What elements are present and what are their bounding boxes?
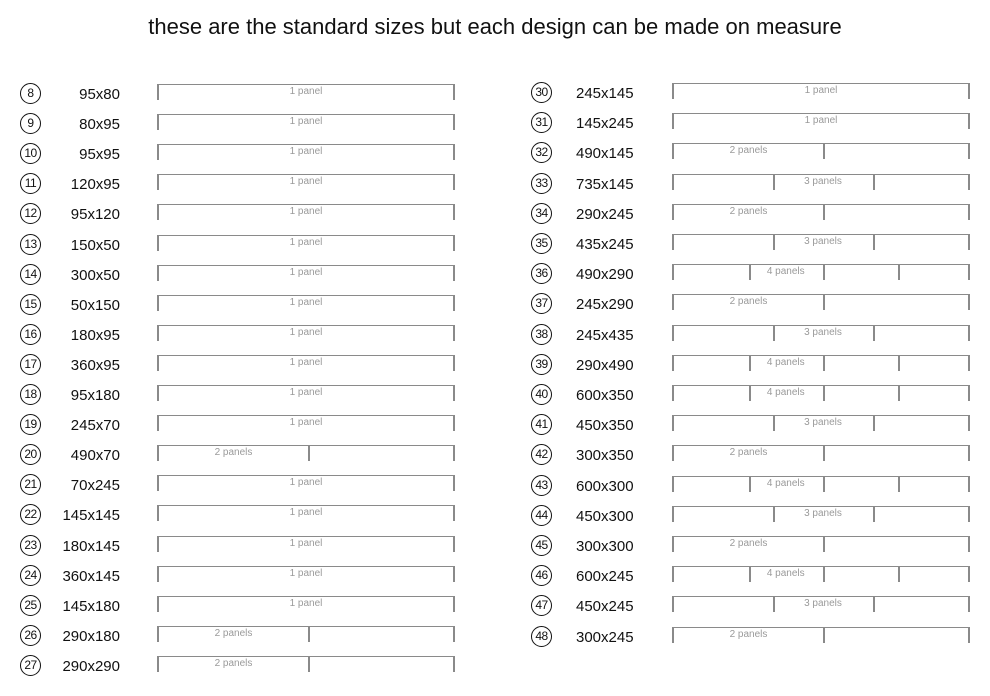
size-label: 145x180 bbox=[62, 597, 120, 615]
panel-divider bbox=[823, 265, 825, 280]
size-label: 180x145 bbox=[62, 537, 120, 555]
size-row bbox=[20, 626, 455, 656]
size-label: 145x245 bbox=[576, 115, 634, 133]
design-number-badge: 38 bbox=[531, 324, 552, 345]
design-number-badge: 44 bbox=[531, 505, 552, 526]
panel-divider bbox=[308, 627, 310, 642]
size-row bbox=[20, 235, 455, 265]
panel-divider bbox=[898, 386, 900, 401]
panel-bar bbox=[157, 144, 455, 160]
design-number-badge: 17 bbox=[20, 354, 41, 375]
size-label: 300x245 bbox=[576, 628, 634, 646]
panel-count-label: 4 panels bbox=[766, 568, 805, 580]
panel-count-label: 3 panels bbox=[804, 417, 842, 429]
panel-count-label: 3 panels bbox=[804, 175, 842, 187]
panel-count-label: 1 panel bbox=[289, 146, 323, 158]
panel-divider bbox=[823, 205, 825, 220]
size-row bbox=[20, 295, 455, 325]
panel-bar bbox=[157, 505, 455, 521]
panel-count-label: 4 panels bbox=[766, 387, 805, 398]
size-row bbox=[531, 476, 970, 506]
design-number-badge: 35 bbox=[531, 233, 552, 254]
panel-count-label: 2 panels bbox=[214, 657, 253, 669]
design-number-badge: 21 bbox=[20, 474, 41, 495]
size-label: 95x95 bbox=[79, 146, 120, 164]
design-number-badge: 32 bbox=[531, 142, 552, 163]
panel-count-label: 2 panels bbox=[214, 627, 253, 639]
panel-bar bbox=[672, 415, 970, 431]
size-label: 80x95 bbox=[79, 116, 120, 134]
panel-count-label: 4 panels bbox=[766, 266, 805, 278]
size-row bbox=[20, 114, 455, 144]
panel-count-label: 4 panels bbox=[766, 356, 805, 368]
panel-divider bbox=[898, 356, 900, 371]
panel-bar bbox=[672, 325, 970, 341]
design-number-badge: 27 bbox=[20, 655, 41, 676]
design-number-badge: 9 bbox=[20, 113, 41, 134]
panel-bar bbox=[157, 325, 455, 341]
page-title: these are the standard sizes but each design can be made on measure bbox=[148, 14, 842, 39]
panel-bar bbox=[672, 204, 970, 220]
design-number-badge: 46 bbox=[531, 565, 552, 586]
design-number-badge: 41 bbox=[531, 414, 552, 435]
panel-bar bbox=[672, 627, 970, 643]
panel-divider bbox=[873, 597, 875, 612]
panel-bar bbox=[157, 445, 455, 461]
size-row bbox=[531, 113, 970, 143]
panel-divider bbox=[898, 477, 900, 492]
size-row bbox=[20, 144, 455, 174]
panel-count-label: 3 panels bbox=[804, 598, 842, 610]
panel-bar bbox=[157, 114, 455, 130]
panel-divider bbox=[823, 537, 825, 552]
size-label: 145x145 bbox=[62, 507, 120, 525]
panel-count-label: 2 panels bbox=[214, 447, 253, 459]
size-label: 450x245 bbox=[576, 598, 634, 616]
size-row bbox=[20, 656, 455, 686]
panel-bar bbox=[672, 113, 970, 129]
panel-count-label: 1 panel bbox=[289, 597, 323, 609]
panel-divider bbox=[873, 175, 875, 190]
size-label: 300x350 bbox=[576, 447, 634, 465]
size-label: 95x120 bbox=[70, 206, 120, 224]
panel-count-label: 2 panels bbox=[729, 296, 768, 308]
design-number-badge: 26 bbox=[20, 625, 41, 646]
design-number-badge: 33 bbox=[531, 173, 552, 194]
panel-count-label: 1 panel bbox=[289, 356, 323, 368]
panel-divider bbox=[823, 386, 825, 401]
design-number-badge: 11 bbox=[20, 173, 41, 194]
size-row bbox=[20, 325, 455, 355]
panel-count-label: 1 panel bbox=[289, 116, 323, 128]
panel-bar bbox=[672, 294, 970, 310]
size-row bbox=[531, 325, 970, 355]
size-row bbox=[20, 385, 455, 415]
size-row bbox=[531, 627, 970, 657]
size-row bbox=[531, 83, 970, 113]
panel-count-label: 1 panel bbox=[289, 176, 323, 188]
size-row bbox=[20, 536, 455, 566]
panel-count-label: 3 panels bbox=[804, 326, 842, 338]
panel-bar bbox=[672, 476, 970, 492]
panel-bar bbox=[157, 84, 455, 100]
size-label: 150x50 bbox=[70, 236, 120, 254]
size-label: 95x80 bbox=[79, 86, 120, 103]
size-label: 120x95 bbox=[70, 176, 120, 194]
panel-count-label: 1 panel bbox=[804, 115, 838, 127]
design-number-badge: 20 bbox=[20, 444, 41, 465]
size-row bbox=[20, 415, 455, 445]
panel-bar bbox=[157, 385, 455, 401]
size-label: 245x145 bbox=[576, 85, 634, 102]
size-label: 435x245 bbox=[576, 236, 634, 253]
panel-bar bbox=[157, 475, 455, 491]
size-row bbox=[531, 234, 970, 264]
size-row bbox=[531, 385, 970, 415]
size-label: 300x50 bbox=[70, 266, 120, 284]
size-label: 450x300 bbox=[576, 507, 634, 525]
panel-count-label: 1 panel bbox=[289, 236, 323, 248]
panel-count-label: 4 panels bbox=[766, 477, 805, 489]
panel-bar bbox=[157, 566, 455, 582]
panel-count-label: 1 panel bbox=[289, 326, 323, 338]
panel-divider bbox=[823, 295, 825, 310]
panel-divider bbox=[873, 235, 875, 250]
design-number-badge: 8 bbox=[20, 83, 41, 104]
panel-count-label: 1 panel bbox=[289, 86, 323, 97]
size-row bbox=[20, 445, 455, 475]
panel-count-label: 2 panels bbox=[729, 145, 768, 157]
size-label: 490x145 bbox=[576, 145, 634, 163]
panel-count-label: 1 panel bbox=[289, 537, 323, 549]
panel-bar bbox=[672, 174, 970, 190]
design-number-badge: 12 bbox=[20, 203, 41, 224]
panel-bar bbox=[672, 536, 970, 552]
panel-bar bbox=[157, 355, 455, 371]
size-row bbox=[531, 294, 970, 324]
panel-bar bbox=[157, 295, 455, 311]
size-label: 95x180 bbox=[70, 387, 120, 404]
panel-bar bbox=[157, 265, 455, 281]
size-label: 600x350 bbox=[576, 387, 634, 404]
size-row bbox=[20, 566, 455, 596]
size-row bbox=[531, 445, 970, 475]
panel-count-label: 1 panel bbox=[289, 387, 323, 398]
size-label: 490x70 bbox=[70, 447, 120, 465]
size-label: 290x245 bbox=[576, 205, 634, 223]
panel-bar bbox=[157, 536, 455, 552]
design-number-badge: 23 bbox=[20, 535, 41, 556]
panel-count-label: 1 panel bbox=[289, 567, 323, 579]
panel-divider bbox=[873, 326, 875, 341]
design-number-badge: 34 bbox=[531, 203, 552, 224]
panel-divider bbox=[823, 567, 825, 582]
size-label: 600x300 bbox=[576, 477, 634, 495]
size-row bbox=[20, 596, 455, 626]
panel-divider bbox=[308, 446, 310, 461]
panel-bar bbox=[672, 143, 970, 159]
size-row bbox=[20, 475, 455, 505]
design-number-badge: 39 bbox=[531, 354, 552, 375]
size-row bbox=[531, 355, 970, 385]
design-number-badge: 30 bbox=[531, 82, 552, 103]
panel-count-label: 2 panels bbox=[729, 628, 768, 640]
size-row bbox=[20, 355, 455, 385]
size-row bbox=[531, 536, 970, 566]
design-number-badge: 47 bbox=[531, 595, 552, 616]
design-number-badge: 10 bbox=[20, 143, 41, 164]
design-number-badge: 36 bbox=[531, 263, 552, 284]
size-row bbox=[531, 264, 970, 294]
panel-divider bbox=[898, 265, 900, 280]
panel-divider bbox=[823, 628, 825, 643]
panel-bar bbox=[157, 174, 455, 190]
panel-count-label: 1 panel bbox=[289, 266, 323, 278]
size-label: 245x435 bbox=[576, 326, 634, 344]
panel-count-label: 1 panel bbox=[289, 296, 323, 308]
design-number-badge: 13 bbox=[20, 234, 41, 255]
design-number-badge: 42 bbox=[531, 444, 552, 465]
size-row bbox=[531, 204, 970, 234]
design-number-badge: 24 bbox=[20, 565, 41, 586]
design-number-badge: 40 bbox=[531, 384, 552, 405]
design-number-badge: 18 bbox=[20, 384, 41, 405]
panel-bar bbox=[157, 415, 455, 431]
panel-count-label: 1 panel bbox=[289, 507, 323, 519]
design-number-badge: 25 bbox=[20, 595, 41, 616]
size-label: 180x95 bbox=[70, 326, 120, 344]
size-row bbox=[531, 415, 970, 445]
panel-bar bbox=[157, 656, 455, 672]
panel-bar bbox=[157, 204, 455, 220]
panel-divider bbox=[873, 507, 875, 522]
size-label: 290x290 bbox=[62, 657, 120, 675]
panel-bar bbox=[672, 596, 970, 612]
panel-bar bbox=[672, 83, 970, 99]
size-label: 50x150 bbox=[70, 296, 120, 314]
panel-divider bbox=[823, 356, 825, 371]
panel-bar bbox=[672, 264, 970, 280]
panel-count-label: 1 panel bbox=[289, 206, 323, 218]
size-label: 290x180 bbox=[62, 627, 120, 645]
panel-divider bbox=[873, 416, 875, 431]
panel-bar bbox=[672, 506, 970, 522]
panel-bar bbox=[157, 626, 455, 642]
size-row bbox=[20, 505, 455, 535]
size-row bbox=[20, 84, 455, 114]
panel-bar bbox=[672, 355, 970, 371]
panel-count-label: 3 panels bbox=[804, 236, 842, 247]
panel-count-label: 2 panels bbox=[729, 205, 768, 217]
size-label: 735x145 bbox=[576, 175, 634, 193]
panel-count-label: 2 panels bbox=[729, 447, 768, 459]
design-number-badge: 19 bbox=[20, 414, 41, 435]
design-number-badge: 37 bbox=[531, 293, 552, 314]
size-label: 490x290 bbox=[576, 266, 634, 284]
design-number-badge: 15 bbox=[20, 294, 41, 315]
panel-count-label: 2 panels bbox=[729, 538, 768, 549]
design-number-badge: 22 bbox=[20, 504, 41, 525]
panel-bar bbox=[672, 566, 970, 582]
panel-count-label: 3 panels bbox=[804, 507, 842, 519]
panel-count-label: 1 panel bbox=[289, 477, 323, 489]
size-label: 360x95 bbox=[70, 356, 120, 374]
size-label: 360x145 bbox=[62, 567, 120, 585]
design-number-badge: 43 bbox=[531, 475, 552, 496]
panel-divider bbox=[823, 144, 825, 159]
size-row bbox=[531, 174, 970, 204]
size-row bbox=[531, 596, 970, 626]
size-label: 300x300 bbox=[576, 538, 634, 555]
size-label: 245x70 bbox=[70, 417, 120, 435]
size-label: 245x290 bbox=[576, 296, 634, 314]
design-number-badge: 16 bbox=[20, 324, 41, 345]
size-row bbox=[531, 566, 970, 596]
panel-divider bbox=[823, 446, 825, 461]
panel-bar bbox=[157, 235, 455, 251]
panel-bar bbox=[157, 596, 455, 612]
panel-divider bbox=[823, 477, 825, 492]
size-label: 450x350 bbox=[576, 417, 634, 435]
design-number-badge: 45 bbox=[531, 535, 552, 556]
size-label: 290x490 bbox=[576, 356, 634, 374]
size-label: 600x245 bbox=[576, 568, 634, 586]
size-label: 70x245 bbox=[70, 477, 120, 495]
design-number-badge: 14 bbox=[20, 264, 41, 285]
panel-bar bbox=[672, 234, 970, 250]
panel-divider bbox=[898, 567, 900, 582]
panel-count-label: 1 panel bbox=[289, 417, 323, 429]
size-row bbox=[20, 174, 455, 204]
size-row bbox=[531, 506, 970, 536]
design-number-badge: 31 bbox=[531, 112, 552, 133]
panel-divider bbox=[308, 657, 310, 672]
design-number-badge: 48 bbox=[531, 626, 552, 647]
size-row bbox=[20, 204, 455, 234]
panel-bar bbox=[672, 385, 970, 401]
panel-bar bbox=[672, 445, 970, 461]
size-row bbox=[20, 265, 455, 295]
panel-count-label: 1 panel bbox=[804, 85, 838, 96]
size-row bbox=[531, 143, 970, 173]
